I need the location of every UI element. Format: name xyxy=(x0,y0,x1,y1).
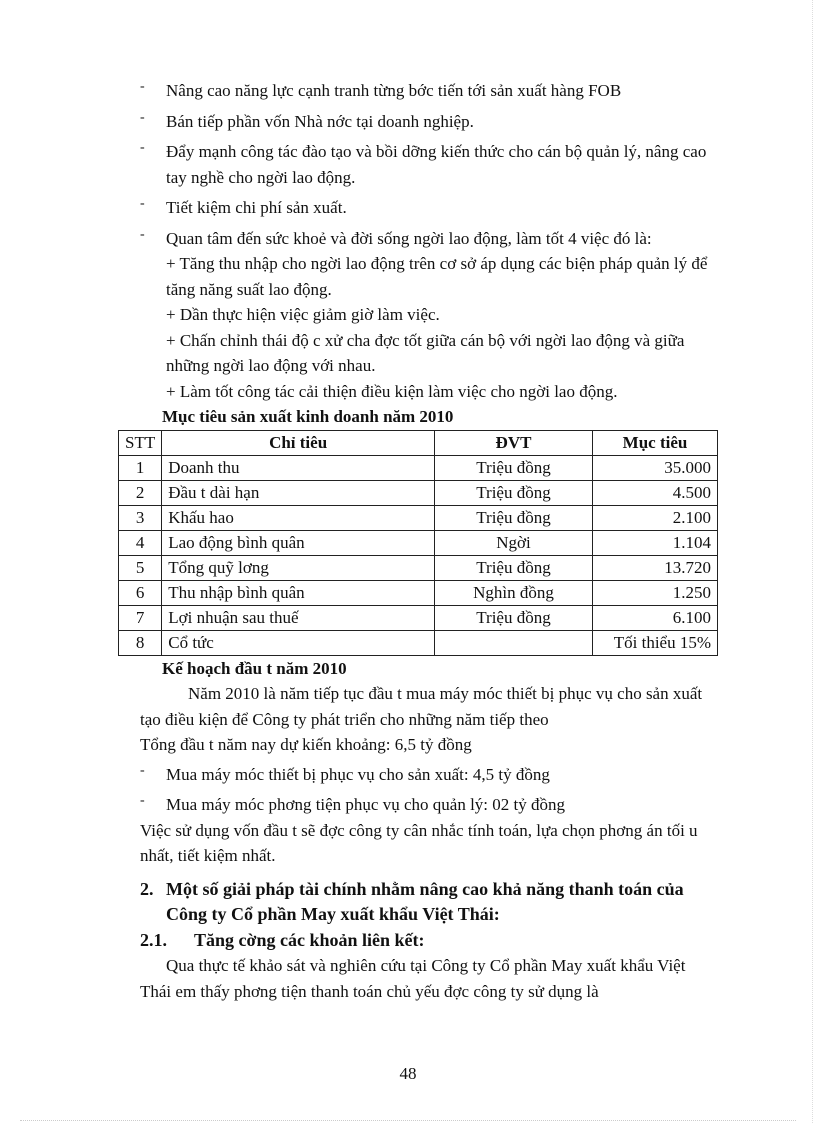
section-2-1-heading xyxy=(140,928,720,954)
bullet-text: Bán tiếp phần vốn Nhà nớc tại doanh nghiệp. xyxy=(166,111,474,131)
bullet-item xyxy=(140,139,720,190)
section-title-line2: Công ty Cổ phần May xuất khẩu Việt Thái: xyxy=(166,904,500,924)
plus-item: + Chấn chỉnh thái độ c xử cha đợc tốt giữa cán bộ với ngời lao động và giữa những ngời lao động với nhau. xyxy=(166,330,685,375)
page-number: 48 xyxy=(399,1064,417,1083)
investment-paragraph: Năm 2010 là năm tiếp tục đầu t mua máy móc thiết bị phục vụ cho sản xuất tạo điều kiện để Công ty phát triển cho những năm tiếp theo xyxy=(140,684,703,729)
header-target: Mục tiêu xyxy=(593,430,718,455)
dash-icon: - xyxy=(140,793,145,808)
table-row xyxy=(119,505,718,530)
dash-icon: - xyxy=(140,109,145,125)
table-header-row xyxy=(119,430,718,455)
header-unit: ĐVT xyxy=(435,430,593,455)
page-right-border xyxy=(812,0,813,1123)
dash-icon: - xyxy=(140,196,145,211)
cell-target: 6.100 xyxy=(593,605,718,630)
cell-stt: 7 xyxy=(119,605,162,630)
cell-indicator: Thu nhập bình quân xyxy=(162,580,435,605)
cell-indicator: Đầu t dài hạn xyxy=(162,480,435,505)
bullet-item xyxy=(140,792,720,818)
table-row xyxy=(119,530,718,555)
cell-indicator: Lao động bình quân xyxy=(162,530,435,555)
cell-indicator: Doanh thu xyxy=(162,455,435,480)
cell-stt: 8 xyxy=(119,630,162,655)
cell-unit: Nghìn đồng xyxy=(435,580,593,605)
bullet-text: Nâng cao năng lực cạnh tranh từng bớc tiến tới sản xuất hàng FOB xyxy=(166,81,622,100)
cell-stt: 2 xyxy=(119,480,162,505)
cell-target: 1.104 xyxy=(593,530,718,555)
cell-unit: Triệu đồng xyxy=(435,605,593,630)
cell-unit xyxy=(435,630,593,655)
bullet-item xyxy=(140,226,720,252)
section-2-heading xyxy=(140,877,720,928)
cell-unit: Triệu đồng xyxy=(435,480,593,505)
final-paragraph: Qua thực tế khảo sát và nghiên cứu tại Công ty Cổ phần May xuất khẩu Việt Thái em thấy phơng tiện thanh toán chủ yếu đợc công ty sử dụng là xyxy=(140,956,686,1001)
cell-indicator: Tổng quỹ lơng xyxy=(162,555,435,580)
cell-stt: 1 xyxy=(119,455,162,480)
table-row xyxy=(119,480,718,505)
cell-target: 35.000 xyxy=(593,455,718,480)
dash-icon: - xyxy=(140,140,145,155)
bullet-text: Đẩy mạnh công tác đào tạo và bồi dỡng kiến thức cho cán bộ quản lý, nâng cao tay nghề cho ngời lao động. xyxy=(166,142,707,187)
table-title: Mục tiêu sản xuất kinh doanh năm 2010 xyxy=(162,407,454,426)
header-indicator: Chỉ tiêu xyxy=(162,430,435,455)
investment-total: Tổng đầu t năm nay dự kiến khoảng: 6,5 tỷ đồng xyxy=(140,735,472,754)
table-row xyxy=(119,555,718,580)
cell-unit: Triệu đồng xyxy=(435,505,593,530)
cell-unit: Triệu đồng xyxy=(435,555,593,580)
table-row xyxy=(119,455,718,480)
cell-stt: 6 xyxy=(119,580,162,605)
subsection-title: Tăng cờng các khoản liên kết: xyxy=(194,929,425,950)
bullet-item xyxy=(140,78,720,104)
cell-indicator: Cổ tức xyxy=(162,630,435,655)
plus-list xyxy=(140,251,720,404)
table-row xyxy=(119,630,718,655)
plus-item: + Làm tốt công tác cải thiện điều kiện làm việc cho ngời lao động. xyxy=(166,381,618,401)
bullet-text: Tiết kiệm chi phí sản xuất. xyxy=(166,198,347,217)
plus-item: + Dần thực hiện việc giảm giờ làm việc. xyxy=(166,305,440,324)
cell-unit: Ngời xyxy=(435,530,593,555)
bullet-item xyxy=(140,195,720,221)
bullet-text: Mua máy móc thiết bị phục vụ cho sản xuất: 4,5 tỷ đồng xyxy=(166,764,550,784)
bullet-item xyxy=(140,109,720,135)
bullet-text: Mua máy móc phơng tiện phục vụ cho quản lý: 02 tỷ đồng xyxy=(166,795,565,814)
investment-title: Kế hoạch đầu t năm 2010 xyxy=(162,658,347,678)
section-title-line1: Một số giải pháp tài chính nhằm nâng cao khả năng thanh toán của xyxy=(166,878,684,899)
dash-icon: - xyxy=(140,79,145,94)
cell-stt: 4 xyxy=(119,530,162,555)
cell-stt: 5 xyxy=(119,555,162,580)
page-content xyxy=(125,78,720,1004)
cell-stt: 3 xyxy=(119,505,162,530)
goals-table xyxy=(118,430,718,656)
plus-item: + Tăng thu nhập cho ngời lao động trên cơ sở áp dụng các biện pháp quản lý để tăng năng suất lao động. xyxy=(166,254,708,299)
investment-note: Việc sử dụng vốn đầu t sẽ đợc công ty cân nhắc tính toán, lựa chọn phơng án tối u nhất, tiết kiệm nhất. xyxy=(140,820,698,865)
table-row xyxy=(119,580,718,605)
dash-icon: - xyxy=(140,762,145,778)
cell-indicator: Lợi nhuận sau thuế xyxy=(162,605,435,630)
cell-target: 2.100 xyxy=(593,505,718,530)
cell-target: 1.250 xyxy=(593,580,718,605)
subsection-number: 2.1. xyxy=(140,929,167,950)
header-stt: STT xyxy=(119,430,162,455)
cell-target: 4.500 xyxy=(593,480,718,505)
bullet-item xyxy=(140,762,720,788)
cell-indicator: Khấu hao xyxy=(162,505,435,530)
dash-icon: - xyxy=(140,226,145,242)
cell-unit: Triệu đồng xyxy=(435,455,593,480)
bullet-text: Quan tâm đến sức khoẻ và đời sống ngời lao động, làm tốt 4 việc đó là: xyxy=(166,228,652,248)
page-bottom-divider xyxy=(20,1120,796,1121)
cell-target: Tối thiểu 15% xyxy=(593,630,718,655)
cell-target: 13.720 xyxy=(593,555,718,580)
table-row xyxy=(119,605,718,630)
section-number: 2. xyxy=(140,878,154,899)
